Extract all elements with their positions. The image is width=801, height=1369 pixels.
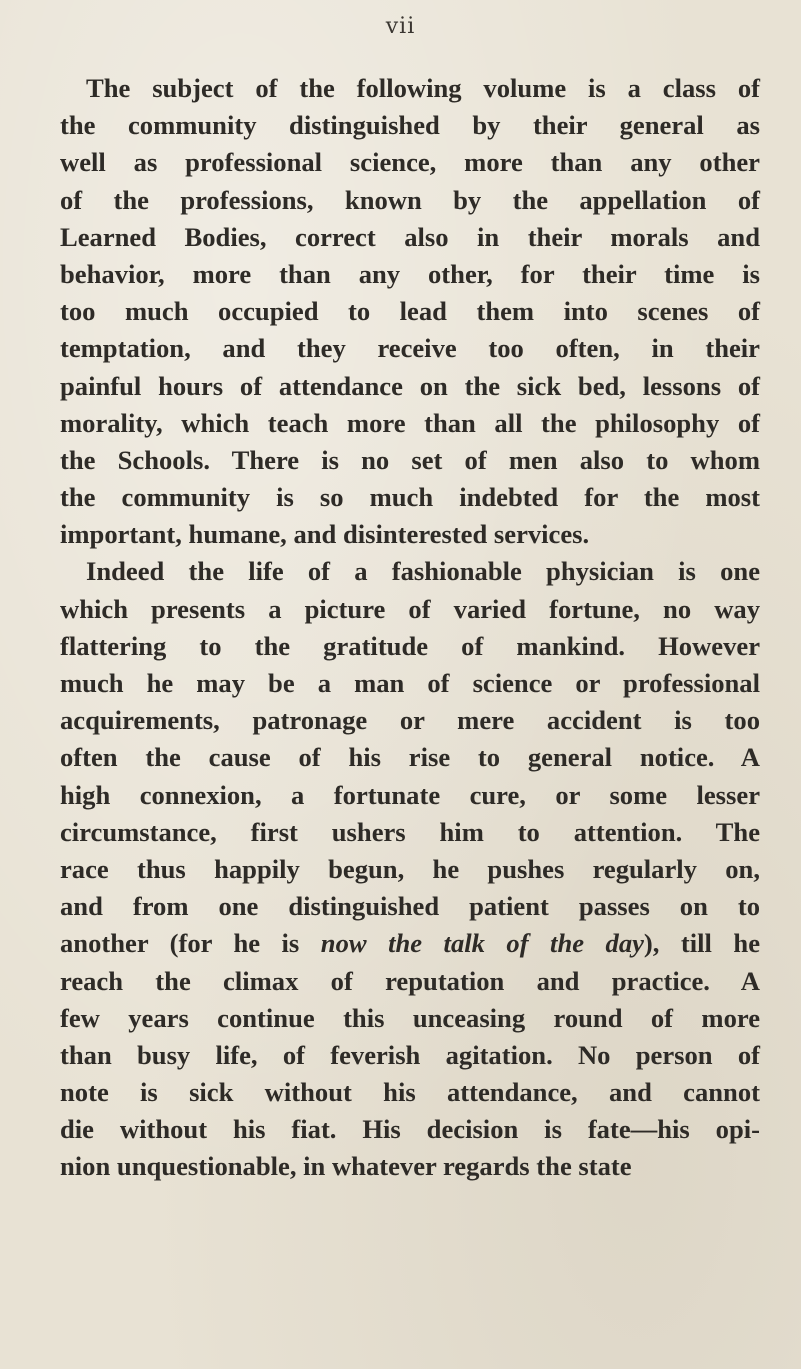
text-line-mixed	[60, 925, 760, 962]
text-line: Indeed the life of a fashionable physician is one	[86, 556, 760, 587]
text-line: morality, which teach more than all the philosophy of	[60, 407, 760, 438]
text-line: flattering to the gratitude of mankind. However	[60, 630, 760, 661]
text-segment: ), till he	[643, 928, 761, 959]
text-line: than busy life, of feverish agitation. No person of	[60, 1039, 760, 1070]
text-line: of the professions, known by the appellation of	[60, 184, 760, 215]
text-line: the Schools. There is no set of men also to whom	[60, 444, 760, 475]
text-line: die without his fiat. His decision is fate—his opi-	[60, 1114, 760, 1145]
text-line: and from one distinguished patient passes on to	[60, 891, 760, 922]
text-line: much he may be a man of science or professional	[60, 668, 760, 698]
text-line: important, humane, and disinterested services.	[60, 519, 590, 550]
text-line: well as professional science, more than any other	[60, 147, 760, 178]
body-text	[60, 70, 760, 1186]
text-segment: another (for he is	[60, 928, 300, 959]
text-line: high connexion, a fortunate cure, or some lesser	[60, 779, 760, 810]
text-line: few years continue this unceasing round of more	[60, 1002, 760, 1033]
text-line: the community is so much indebted for the most	[60, 482, 760, 513]
text-line: circumstance, first ushers him to attention. The	[60, 816, 760, 847]
text-line: often the cause of his rise to general notice. A	[60, 742, 760, 773]
text-line: the community distinguished by their general as	[60, 110, 760, 141]
text-line: note is sick without his attendance, and cannot	[60, 1077, 760, 1108]
text-line: Learned Bodies, correct also in their morals and	[60, 221, 760, 252]
text-line: nion unquestionable, in whatever regards the state	[60, 1151, 632, 1182]
text-line: which presents a picture of varied fortune, no way	[60, 593, 760, 624]
text-line: painful hours of attendance on the sick bed, lessons of	[60, 370, 760, 401]
text-line: The subject of the following volume is a class of	[86, 73, 760, 103]
text-line: behavior, more than any other, for their time is	[60, 258, 760, 289]
text-line: too much occupied to lead them into scenes of	[60, 296, 760, 327]
page-number: vii	[385, 14, 416, 39]
text-line: race thus happily begun, he pushes regularly on,	[60, 853, 760, 884]
italic-phrase: now the talk of the day	[320, 928, 644, 959]
text-line: temptation, and they receive too often, in their	[60, 333, 760, 364]
text-line: reach the climax of reputation and practice. A	[60, 965, 760, 996]
text-line: acquirements, patronage or mere accident is too	[60, 705, 760, 736]
